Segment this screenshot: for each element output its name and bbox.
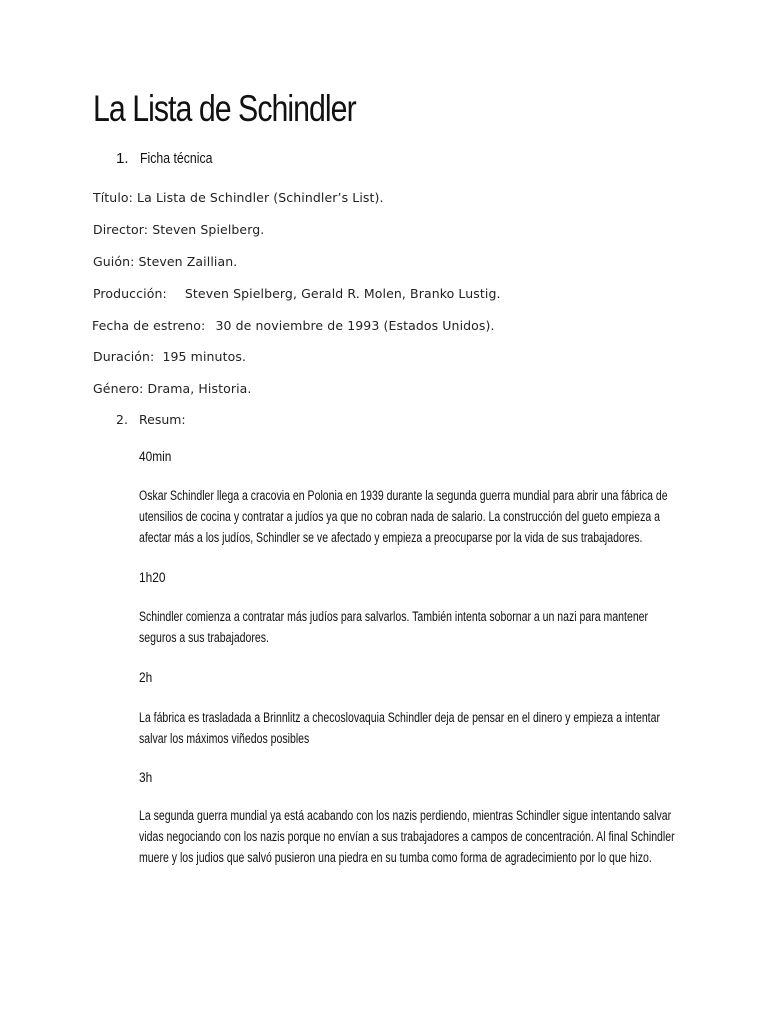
paragraph-line: La fábrica es trasladada a Brinnlitz a checoslovaquia Schindler deja de pensar en el dinero y empieza a intentar [139,710,660,725]
paragraph-line: muere y los judios que salvó pusieron una piedra en su tumba como forma de agradecimiento por lo que hizo. [139,850,652,865]
paragraph-line: utensilios de cocina y contratar a judíos ya que no cobran nada de salario. La construcción del gueto empieza a [139,509,660,524]
document-title: La Lista de Schindler [93,88,356,129]
summary-paragraph-4 [139,805,768,868]
paragraph-line: afectar más a los judíos, Schindler se ve afectado y empieza a preocuparse por la vida de sus trabajadores. [139,530,643,545]
info-value: Drama, Historia. [147,381,252,396]
summary-time-3: 2h [139,669,153,685]
info-value: Steven Spielberg, Gerald R. Molen, Branko Lustig. [184,286,501,301]
info-label: Producción: [93,286,167,301]
info-label: Guión: [93,254,135,269]
summary-time-2: 1h20 [139,569,166,585]
info-label: Fecha de estreno: [92,318,206,333]
info-value: 195 minutos. [162,349,247,364]
info-label: Duración: [93,349,155,364]
info-line-estreno [92,318,495,333]
paragraph-line: Oskar Schindler llega a cracovia en Polonia en 1939 durante la segunda guerra mundial para abrir una fábrica de [139,488,668,503]
section-number: 2. [116,412,128,427]
summary-paragraph-1 [139,485,768,548]
section-number: 1. [116,150,129,167]
info-line-titulo [93,190,384,205]
info-label: Director: [93,222,149,237]
paragraph-line: seguros a sus trabajadores. [139,630,269,645]
summary-paragraph-3 [139,707,768,749]
info-line-duracion [93,349,246,364]
info-label: Título: [93,190,133,205]
paragraph-line: salvar los máximos viñedos posibles [139,731,310,746]
info-value: 30 de noviembre de 1993 (Estados Unidos). [215,318,495,333]
info-value: Steven Zaillian. [138,254,238,269]
paragraph-line: vidas negociando con los nazis porque no envían a sus trabajadores a campos de concentración. Al final Schindler [139,829,675,844]
info-line-guion [93,254,237,269]
info-line-genero [93,381,252,396]
summary-time-1: 40min [139,448,172,464]
paragraph-line: Schindler comienza a contratar más judíos para salvarlos. También intenta sobornar a un nazi para mantener [139,609,649,624]
summary-time-4: 3h [139,769,153,785]
section-title: Resum: [139,412,186,427]
info-line-director [93,222,264,237]
info-line-produccion [93,286,501,301]
info-value: Steven Spielberg. [152,222,265,237]
info-value: La Lista de Schindler (Schindler’s List). [137,190,384,205]
summary-paragraph-2 [139,606,768,648]
info-label: Género: [93,381,144,396]
paragraph-line: La segunda guerra mundial ya está acabando con los nazis perdiendo, mientras Schindler sigue intentando salvar [139,808,672,823]
section-title: Ficha técnica [140,150,213,167]
